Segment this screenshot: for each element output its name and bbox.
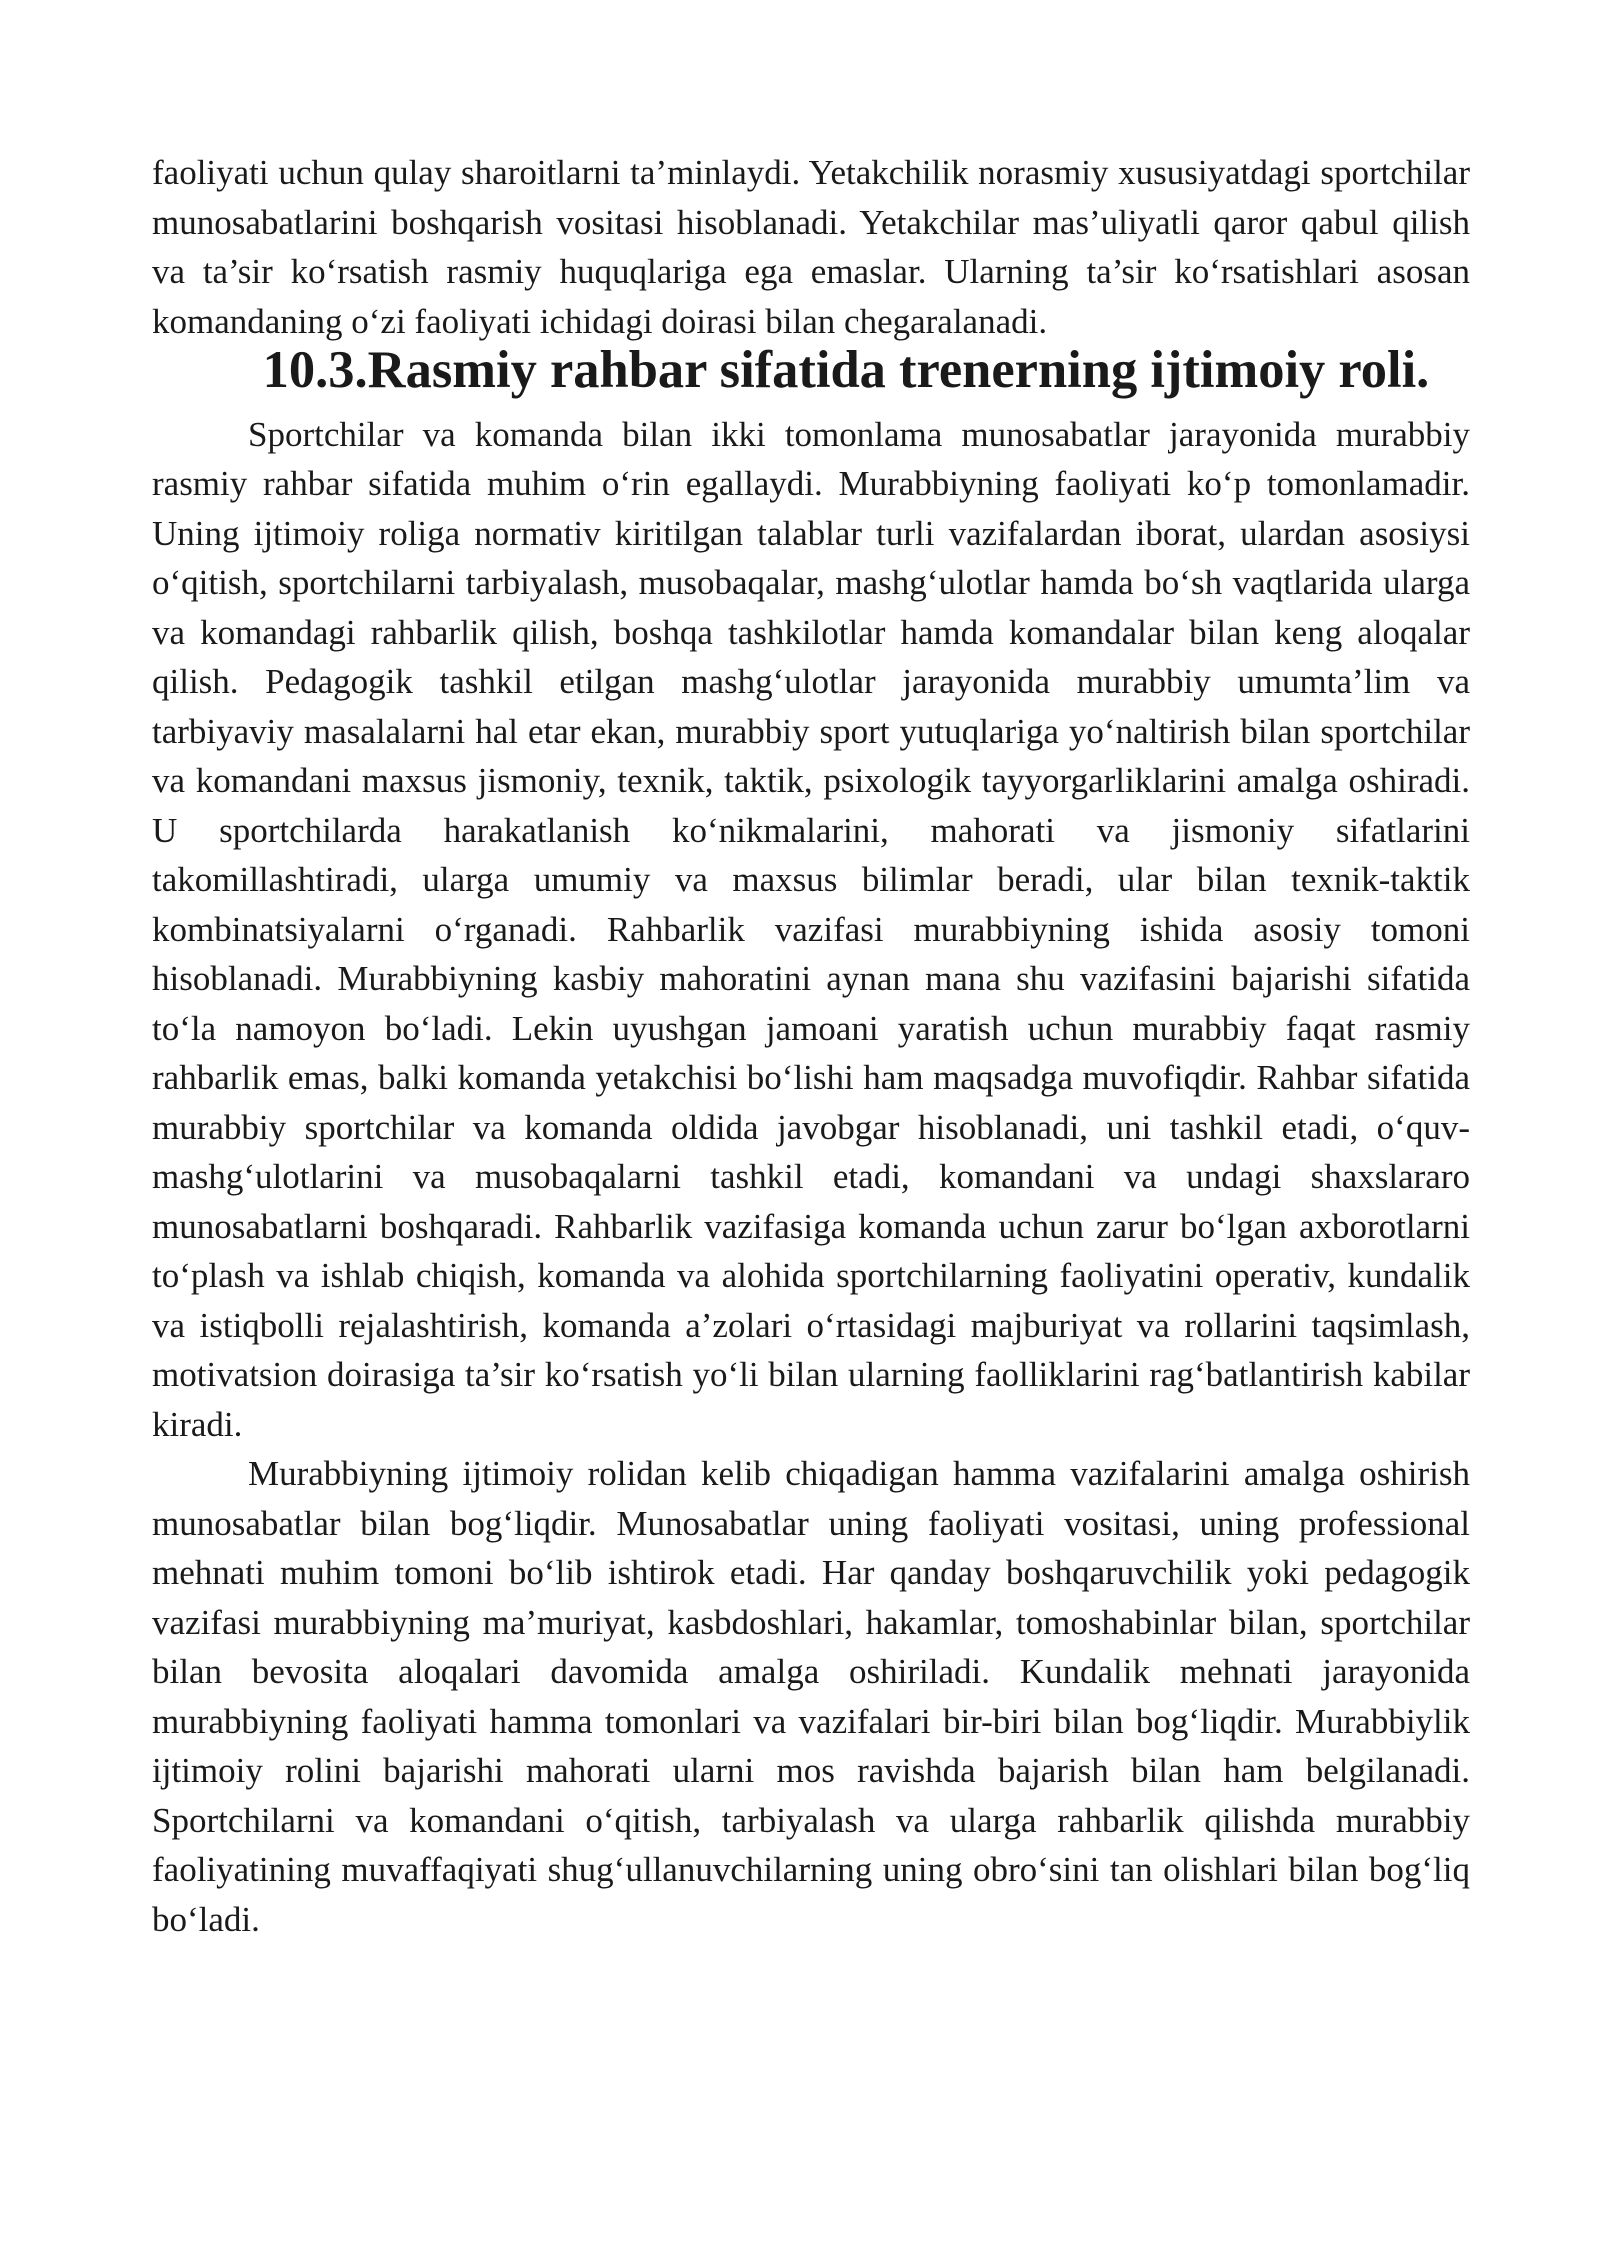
section-heading: 10.3.Rasmiy rahbar sifatida trenerning ijtimoiy roli. — [262, 341, 1430, 399]
continued-paragraph: faoliyati uchun qulay sharoitlarni ta’minlaydi. Yetakchilik norasmiy xususiyatdagi sportchilar munosabatlarini boshqarish vositasi hisoblanadi. Yetakchilar mas’uliyatli qaror qabul qilish va ta’sir ko‘rsatish rasmiy huquqlariga ega emaslar. Ularning ta’sir ko‘rsatishlari asosan komandaning o‘zi faoliyati ichidagi doirasi bilan chegaralanadi. — [152, 153, 1470, 341]
paragraph-1: Sportchilar va komanda bilan ikki tomonlama munosabatlar jarayonida murabbiy rasmiy rahbar sifatida muhim o‘rin egallaydi. Murabbiyning faoliyati ko‘p tomonlamadir. Uning ijtimoiy roliga normativ kiritilgan talablar turli vazifalardan iborat, ulardan asosiysi o‘qitish, sportchilarni tarbiyalash, musobaqalar, mashg‘ulotlar hamda bo‘sh vaqtlarida ularga va komandagi rahbarlik qilish, boshqa tashkilotlar hamda komandalar bilan keng aloqalar qilish. Pedagogik tashkil etilgan mashg‘ulotlar jarayonida murabbiy umumta’lim va tarbiyaviy masalalarni hal etar ekan, murabbiy sport yutuqlariga yo‘naltirish bilan sportchilar va komandani maxsus jismoniy, texnik, taktik, psixologik tayyorgarliklarini amalga oshiradi. U sportchilarda harakatlanish ko‘nikmalarini, mahorati va jismoniy sifatlarini takomillashtiradi, ularga umumiy va maxsus bilimlar beradi, ular bilan texnik-taktik kombinatsiyalarni o‘rganadi. Rahbarlik vazifasi murabbiyning ishida asosiy tomoni hisoblanadi. Murabbiyning kasbiy mahoratini aynan mana shu vazifasini bajarishi sifatida to‘la namoyon bo‘ladi. Lekin uyushgan jamoani yaratish uchun murabbiy faqat rasmiy rahbarlik emas, balki komanda yetakchisi bo‘lishi ham maqsadga muvofiqdir. Rahbar sifatida murabbiy sportchilar va komanda oldida javobgar hisoblanadi, uni tashkil etadi, o‘quv-mashg‘ulotlarini va musobaqalarni tashkil etadi, komandani va undagi shaxslararo munosabatlarni boshqaradi. Rahbarlik vazifasiga komanda uchun zarur bo‘lgan axborotlarni to‘plash va ishlab chiqish, komanda va alohida sportchilarning faoliyatini operativ, kundalik va istiqbolli rejalashtirish, komanda a’zolari o‘rtasidagi majburiyat va rollarini taqsimlash, motivatsion doirasiga ta’sir ko‘rsatish yo‘li bilan ularning faolliklarini rag‘batlantirish kabilar kiradi. — [152, 414, 1470, 1444]
paragraph-2: Murabbiyning ijtimoiy rolidan kelib chiqadigan hamma vazifalarini amalga oshirish munosabatlar bilan bog‘liqdir. Munosabatlar uning faoliyati vositasi, uning professional mehnati muhim tomoni bo‘lib ishtirok etadi. Har qanday boshqaruvchilik yoki pedagogik vazifasi murabbiyning ma’muriyat, kasbdoshlari, hakamlar, tomoshabinlar bilan, sportchilar bilan bevosita aloqalari davomida amalga oshiriladi. Kundalik mehnati jarayonida murabbiyning faoliyati hamma tomonlari va vazifalari bir-biri bilan bog‘liqdir. Murabbiylik ijtimoiy rolini bajarishi mahorati ularni mos ravishda bajarish bilan ham belgilanadi. Sportchilarni va komandani o‘qitish, tarbiyalash va ularga rahbarlik qilishda murabbiy faoliyatining muvaffaqiyati shug‘ullanuvchilarning uning obro‘sini tan olishlari bilan bog‘liq bo‘ladi. — [152, 1454, 1470, 1939]
document-page — [152, 148, 1470, 1944]
